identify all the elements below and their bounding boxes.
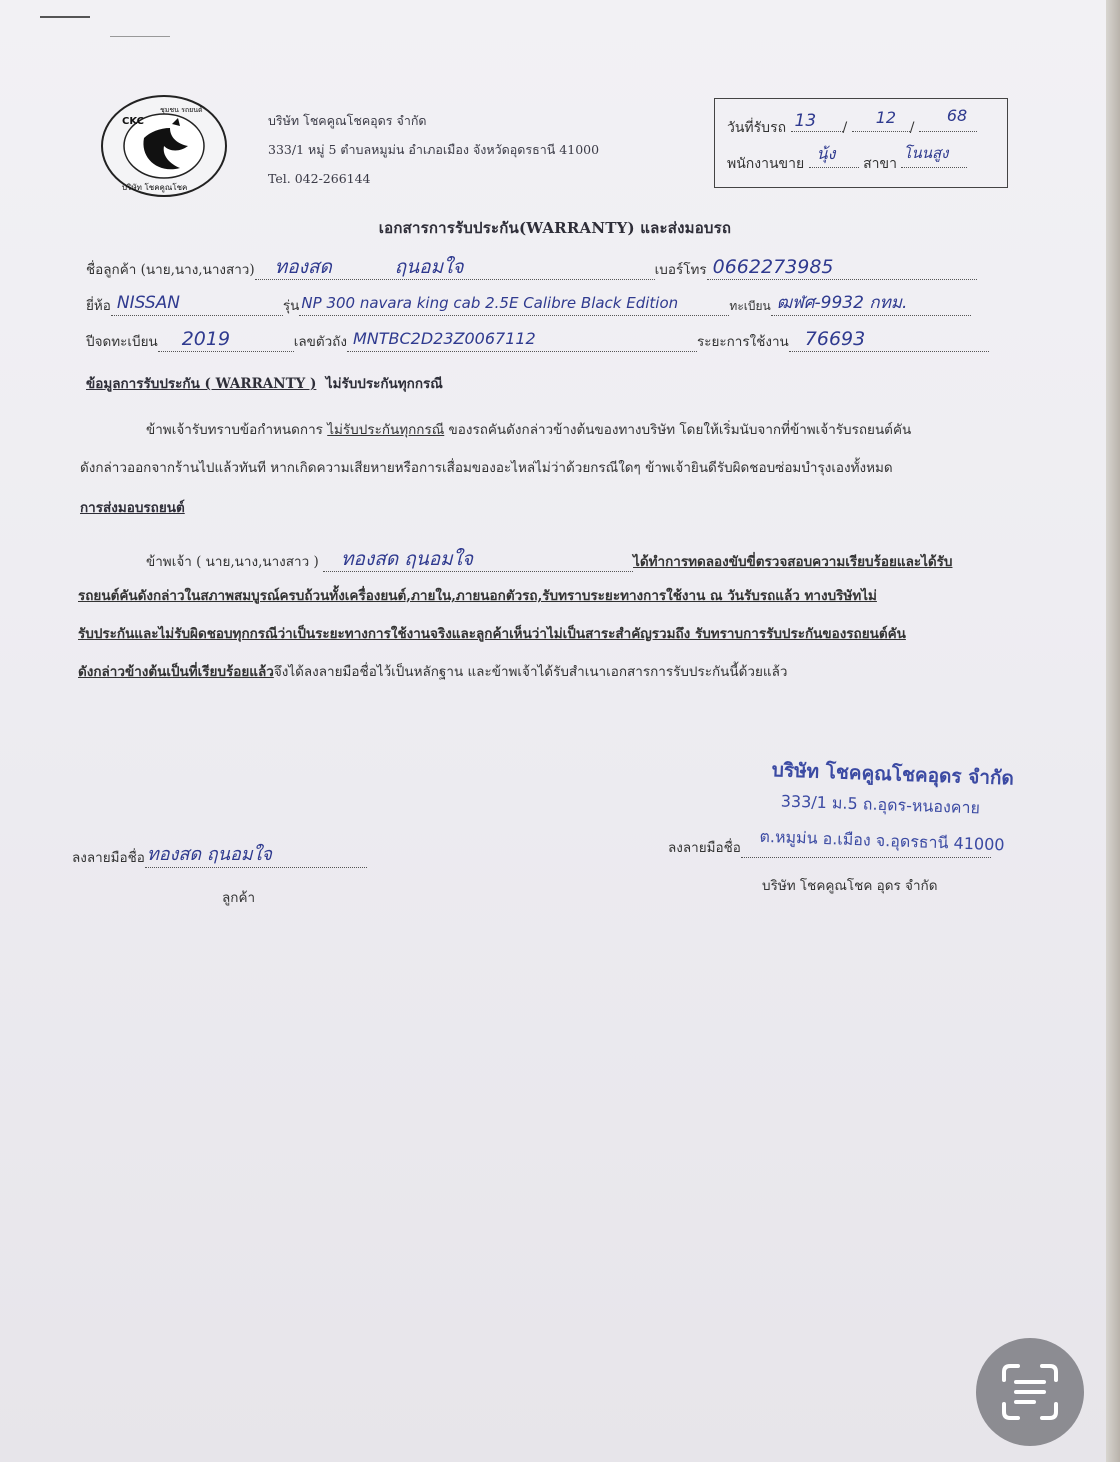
mileage-value: 76693 — [804, 328, 866, 350]
plate-value: ฒฬศ-9932 กทม. — [776, 293, 908, 313]
company-name: บริษัท โชคคูณโชคอุดร จำกัด — [268, 113, 427, 128]
branch-label: สาขา — [863, 156, 897, 172]
pen-mark — [110, 36, 170, 37]
delivery-heading: การส่งมอบรถยนต์ — [80, 500, 185, 516]
delivery-line1-tail: ได้ทำการทดลองขับขี่ตรวจสอบความเรียบร้อยและได้รับ — [633, 554, 953, 570]
company-tel: Tel. 042-266144 — [268, 171, 371, 186]
receipt-day: 13 — [794, 111, 817, 131]
document-title: เอกสารการรับประกัน(WARRANTY) และส่งมอบรถ — [378, 219, 732, 237]
stamp-line2: 333/1 ม.5 ถ.อุดร-หนองคาย — [780, 791, 981, 818]
brand-value: NISSAN — [116, 293, 180, 313]
warranty-text: ของรถคันดังกล่าวข้างต้นของทางบริษัท โดยให้เริ่มนับจากที่ข้าพเจ้ารับรถยนต์คัน — [448, 422, 912, 438]
receipt-sales-row — [727, 144, 967, 175]
receipt-year: 68 — [946, 106, 968, 125]
branch-value: โนนสูง — [903, 144, 949, 162]
delivery-line1 — [146, 550, 952, 572]
sales-label: พนักงานขาย — [727, 156, 805, 172]
customer-signature: ทองสด ฤนอมใจ — [146, 844, 272, 865]
company-info — [268, 106, 599, 193]
logo-ring-bottom: บริษัท โชคคูณโชค — [122, 183, 188, 192]
customer-role: ลูกค้า — [222, 890, 256, 906]
customer-row — [86, 258, 977, 280]
company-sign-label: ลงลายมือชื่อ — [668, 840, 741, 856]
sales-value: นุ้ง — [816, 144, 836, 163]
warranty-heading-row — [86, 372, 443, 394]
plate-label: ทะเบียน — [729, 299, 771, 313]
text-scan-icon — [998, 1360, 1062, 1424]
warranty-note: ไม่รับประกันทุกกรณี — [325, 376, 443, 392]
logo-text: CKC — [122, 116, 144, 127]
delivery-line4-rest: จึงได้ลงลายมือชื่อไว้เป็นหลักฐาน และข้าพเจ้าได้รับสำเนาเอกสารการรับประกันนี้ด้วยแล้ว — [273, 664, 788, 680]
delivery-line3: รับประกันและไม่รับผิดชอบทุกกรณีว่าเป็นระยะทางการใช้งานจริงและลูกค้าเห็นว่าไม่เป็นสาระสำคัญรวมถึง รับทราบการรับประกันของรถยนต์คัน — [78, 626, 906, 642]
year-value: 2019 — [181, 328, 231, 350]
warranty-paragraph-line1 — [146, 418, 911, 440]
customer-signature-row — [72, 846, 367, 868]
warranty-heading: ข้อมูลการรับประกัน ( WARRANTY ) — [86, 376, 317, 392]
delivery-line4 — [78, 660, 787, 682]
customer-label: ชื่อลูกค้า (นาย,นาง,นางสาว) — [86, 262, 255, 278]
phone-value: 0662273985 — [712, 256, 834, 278]
faint-watermark — [139, 763, 740, 1298]
customer-last-name: ฤนอมใจ — [394, 256, 464, 278]
customer-sign-label: ลงลายมือชื่อ — [72, 850, 145, 866]
model-value: NP 300 navara king cab 2.5E Calibre Black Edition — [301, 294, 679, 312]
logo-ring-top: ชุมชน รถยนต์ — [160, 106, 203, 114]
year-label: ปีจดทะเบียน — [86, 334, 158, 350]
stamp-line3: ต.หมูม่น อ.เมือง จ.อุดรธานี 41000 — [759, 826, 1005, 855]
phone-label: เบอร์โทร — [654, 262, 707, 278]
customer-first-name: ทองสด — [274, 256, 332, 278]
chassis-value: MNTBC2D23Z0067112 — [352, 329, 536, 348]
receipt-box — [714, 98, 1008, 188]
brand-label: ยี่ห้อ — [86, 298, 111, 314]
warranty-text: ข้าพเจ้ารับทราบข้อกำหนดการ — [146, 422, 323, 438]
company-logo — [100, 94, 228, 198]
company-role: บริษัท โชคคูณโชค อุดร จำกัด — [762, 878, 938, 894]
delivery-line4-underlined: ดังกล่าวข้างต้นเป็นที่เรียบร้อยแล้ว — [78, 664, 274, 680]
receipt-month: 12 — [875, 108, 897, 127]
receipt-date-label: วันที่รับรถ — [727, 120, 787, 136]
stamp-line1: บริษัท โชคคูณโชคอุดร จำกัด — [771, 759, 1015, 790]
warranty-no-coverage: ไม่รับประกันทุกกรณี — [327, 422, 445, 438]
pen-mark — [40, 16, 90, 18]
registration-row — [86, 330, 989, 352]
mileage-label: ระยะการใช้งาน — [696, 334, 789, 350]
company-address: 333/1 หมู่ 5 ตำบลหมูม่น อำเภอเมือง จังหวัดอุดรธานี 41000 — [268, 142, 600, 157]
vehicle-row — [86, 294, 971, 316]
delivery-name: ทองสด ฤนอมใจ — [341, 548, 474, 570]
chassis-label: เลขตัวถัง — [293, 334, 347, 350]
company-signature-row — [668, 836, 991, 858]
delivery-i-label: ข้าพเจ้า ( นาย,นาง,นางสาว ) — [146, 554, 319, 570]
model-label: รุ่น — [282, 298, 300, 314]
receipt-date-row: วันที่รับรถ 13 / 12 / 68 — [727, 113, 977, 139]
delivery-line2: รถยนต์คันดังกล่าวในสภาพสมบูรณ์ครบถ้วนทั้งเครื่องยนต์,ภายใน,ภายนอกตัวรถ,รับทราบระยะทางการใช้งาน ณ วันรับรถแล้ว ทางบริษัทไม่ — [78, 588, 877, 604]
paper-edge — [1106, 0, 1120, 1462]
warranty-paragraph-line2: ดังกล่าวออกจากร้านไปแล้วทันที หากเกิดความเสียหายหรือการเสื่อมของอะไหล่ไม่ว่าด้วยกรณีใดๆ ข้าพเจ้ายินดีรับผิดชอบซ่อมบำรุงเองทั้งหมด — [80, 460, 893, 476]
live-text-button[interactable] — [976, 1338, 1084, 1446]
